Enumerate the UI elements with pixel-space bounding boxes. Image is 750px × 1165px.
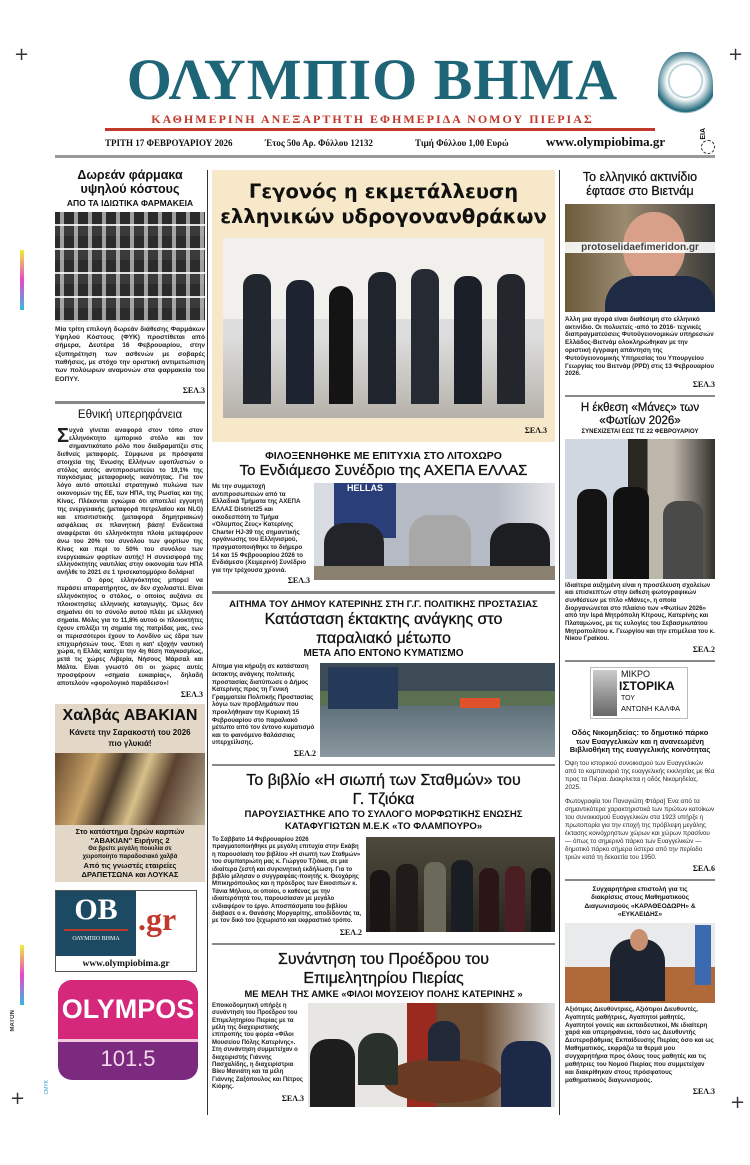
radio-frequency: 101.5	[100, 1045, 156, 1071]
right-column	[565, 170, 715, 1097]
article-ahepa[interactable]	[212, 450, 555, 586]
headline: Οδός Νικομηδείας: το δημοτικό πάρκο των Ευαγγελικών και η ανανεωμένη Βιβλιοθήκη της ευαγγελικής κοινότητας	[569, 728, 711, 755]
hellas-banner: HELLAS	[334, 483, 396, 538]
cmyk-mark: CMYK	[44, 1080, 50, 1095]
page-ref[interactable]: ΣΕΛ.2	[293, 748, 316, 758]
page-ref[interactable]: ΣΕΛ.3	[692, 380, 715, 390]
page-ref[interactable]: ΣΕΛ.3	[180, 689, 203, 699]
headline: Κατάσταση έκτακτης ανάγκης στο παραλιακό μέτωπο	[264, 611, 503, 648]
article-body: Αξιότιμες Διευθύντριες, Αξιότιμοι Διευθυντές, Αγαπητές μαθήτριες, Αγαπητοί μαθητές, Αγαπητοί γονείς και εκπαιδευτικοί, Με ιδιαίτερη χαρά και υπερηφάνεια, τόσο ως Διευθυντής Δευτεροβάθμιας Εκπαίδευσης Πιερίας όσο και ως Μαθηματικός, εκφράζω τα θερμά μου συγχαρητήρια προς όλους τους μαθητές και τις μαθήτριες του Νομού Πιερίας που συμμετείχαν και διακρίθηκαν στους πρόσφατους μαθηματικούς διαγωνισμούς.	[565, 1005, 714, 1084]
flooded-seafront-photo	[320, 663, 555, 757]
article-flood[interactable]	[212, 599, 555, 759]
issue-price: Τιμή Φύλλου 1,00 Ευρώ	[415, 138, 509, 148]
subheadline: ΠΑΡΟΥΣΙΑΣΤΗΚΕ ΑΠΟ ΤΟ ΣΥΛΛΟΓΟ ΜΟΡΦΩΤΙΚΗΣ ΕΝΩΣΗΣ ΚΑΤΑΦΥΓΙΩΤΩΝ Μ.Ε.Κ «ΤΟ ΦΛΑΜΠΟΥΡΟ»	[244, 808, 523, 832]
article-body: υχνά γίνεται αναφορά στον τόπο στον ελληνόκτητο εμπορικό στόλο και τον σημαντικότατο ρόλο που διαδραματίζει στις διεθνείς μεταφορές. Σύμφωνα με πρόσφατα στοιχεία της Ένωσης Ελλήνων εφοπλιστών ο στόλος αυτός αντιπροσωπεύει το 19,1% της παγκόσμιας μεταφορικής ικανότητας. Για τον λόγο αυτό αποτελεί στρατηγικό πυλώνα των οικονομιών της ΕΕ, των ΗΠΑ, της Ρωσίας και της Κίνας. Πλέκονται εγκώμια ότι αποτελεί εγγυητή της ενεργειακής (μεταφορά πετρελαίου και NLG) και επισιτιστικής (μεταφορά δημητριακών) ασφάλειας σε πλανητική βάση! Ενδεικτικά αναφέρεται ότι ελληνόκτητα πλοία μεταφέρουν άνω του 20% του συνόλου των φορτίων της Κίνας και περί το 50% του συνόλου των ενεργειακών φορτίων αυτής! Η συνεισφορά της ελληνόκτητης ναυτιλίας στην οικονομία των ΗΠΑ ανήλθε το 2021 σε 1 τρισεκατομμύριο δολάρια!	[57, 427, 203, 577]
subheadline: ΣΥΝΕΧΙΖΕΤΑΙ ΕΩΣ ΤΙΣ 22 ΦΕΒΡΟΥΑΡΙΟΥ	[581, 428, 699, 435]
article-body: Ιδιαίτερα αυξημένη είναι η προσέλευση σχολείων και επισκεπτών στην έκθεση φωτογραφικών συνθέσεων με τίτλο «Μάνες», η οποία διοργανώνεται στο πλαίσιο των «Φωτίων 2026» από την Ιερά Μητρόπολη Κίτρους, Κατερίνης και Πλαταμώνος, με τις ευλογίες του Σεβασμιωτάτου Μητροπολίτου κ. Γεωργίου και την επιμέλεια του κ. Νίκου Γραίκου.	[565, 581, 715, 643]
mikro-istorika-logo	[590, 667, 688, 719]
logo-letters: ΟΒ	[74, 892, 118, 926]
center-column	[212, 170, 555, 1107]
director-photo	[565, 923, 715, 1003]
article-body: Φωτογραφία του Παναγιώτη Φτάρα] Ένα από τα σημαντικότερα χαρακτηριστικά των πρώτων κατοίκων του συνοικισμού Ευαγγελικών στα 1923 υπήρξε η πρωτοπορία για την εποχή της πρόβλεψη μεγάλης έκτασης κοινόχρηστων χώρων και χώρων πρασίνου— όπως το σημερινό πάρκο των Ευαγγελικών — δημοτικό πάρκο σήμερα ύστερα από την περίοδο τριών κατά τη δεκαετία του 1950.	[565, 798, 715, 862]
divider	[105, 128, 655, 131]
article-meeting[interactable]	[212, 950, 555, 1107]
crop-mark-icon: +	[10, 1088, 26, 1109]
article-book[interactable]	[212, 771, 555, 938]
issue-date: ΤΡΙΤΗ 17 ΦΕΒΡΟΥΑΡΙΟΥ 2026	[105, 138, 233, 148]
logo-text: ΤΟΥ	[621, 695, 636, 703]
divider	[212, 764, 555, 766]
article-math-contests[interactable]	[565, 886, 715, 1097]
headline: Συνάντηση του Προέδρου του Επιμελητηρίου Πιερίας	[277, 950, 490, 987]
divider	[212, 943, 555, 945]
ahepa-conference-photo	[314, 483, 555, 580]
page-ref[interactable]: ΣΕΛ.2	[339, 927, 362, 937]
ad-line: "ΑΒΑΚΙΑΝ" Ειρήνης 2	[90, 835, 170, 845]
seal-icon	[701, 140, 715, 154]
pharmacy-shelves-photo	[55, 212, 205, 322]
column-rule	[207, 170, 208, 1115]
newspaper-subtitle: ΚΑΘΗΜΕΡΙΝΗ ΑΝΕΞΑΡΤΗΤΗ ΕΦΗΜΕΡΙΔΑ ΝΟΜΟΥ ΠΙΕΡΙΑΣ	[151, 112, 594, 126]
lead-headline: Γεγονός η εκμετάλλευση ελληνικών υδρογονανθράκων	[220, 180, 547, 228]
page-ref[interactable]: ΣΕΛ.3	[692, 1086, 715, 1096]
ad-line: ΔΡΑΠΕΤΣΩΝΑ και ΛΟΥΚΑΣ	[81, 869, 179, 879]
ancient-head-logo-icon	[658, 52, 713, 124]
page-ref[interactable]: ΣΕΛ.3	[281, 1093, 304, 1103]
divider	[55, 155, 715, 158]
article-national-pride[interactable]	[55, 409, 205, 700]
watermark: protoselidaefimeridon.gr	[565, 242, 715, 253]
eia-badge: ΕΙΑ	[700, 128, 707, 140]
officials-group-photo	[223, 238, 544, 418]
book-presentation-photo	[366, 837, 555, 932]
ad-line: Από τις γνωστές εταιρείες	[83, 860, 177, 870]
logo-text: ΜΙΚΡΟ	[621, 669, 651, 680]
crop-mark-icon: +	[730, 1092, 746, 1113]
lead-story-box[interactable]	[212, 170, 555, 442]
article-mikro-istorika[interactable]	[565, 667, 715, 874]
article-body: Μία τρίτη επιλογή δωρεάν διάθεσης Φαρμάκων Υψηλού Κόστους (ΦΥΚ) προστίθεται από σήμερα, Δευτέρα 16 Φεβρουαρίου, στην εξυπηρέτηση των ασθενών με σοβαρές παθήσεις, με στόχο την οριστική αντιμετώπιση των πολύωρων αναμονών στα φαρμακεία του ΕΟΠΥΥ.	[55, 325, 205, 383]
page-ref[interactable]: ΣΕΛ.6	[692, 864, 715, 874]
headline: Η έκθεση «Μάνες» των «Φωτίων 2026»	[580, 402, 700, 428]
logo-text: ΙΣΤΟΡΙΚΑ	[619, 679, 675, 694]
exhibition-photo	[565, 439, 715, 579]
website-link[interactable]: www.olympiobima.gr	[546, 134, 666, 149]
logo-text: ΑΝΤΩΝΗ ΚΑΛΦΑ	[621, 704, 681, 714]
article-body: Αίτημα για κήρυξη σε κατάσταση έκτακτης ανάγκης πολιτικής προστασίας διατύπωσε ο Δήμος Κατερίνης προς τη Γενική Γραμματεία Πολιτικής Προστασίας λόγω των προβλημάτων που προκλήθηκαν την Κυριακή 15 Φεβρουαρίου στο παραλιακό μέτωπο από τον έντονο κυματισμό και το φαινόμενο θαλάσσιας υπερχείλισης.	[212, 663, 315, 747]
headline: Συγχαρητήρια επιστολή για τις διακρίσεις στους Μαθηματικούς Διαγωνισμούς «ΚΑΡΑΘΕΟΔΩΡΗ» & «ΕΥΚΛΕΙΔΗΣ»	[584, 886, 696, 919]
drop-cap: Σ	[57, 425, 70, 448]
article-kiwi-vietnam[interactable]	[565, 170, 715, 390]
olympos-radio-logo[interactable]	[58, 980, 198, 1080]
left-column	[55, 168, 205, 1080]
article-body: Το Σάββατο 14 Φεβρουαρίου 2026 πραγματοποιήθηκε με μεγάλη επιτυχία στην Εκάβη η παρουσίαση του βιβλίου «Η σιωπή των Σταθμών» του συμπατριώτη μας κ. Γιώργου Τζιόκα, σε μια ιδιαίτερα ζεστή και συγκινητική εκδήλωση. Για το βιβλίο μίλησαν ο συγγραφέας-ποιητής κ. Θεοχάρης Μπικηρόπουλος και η πρόεδρος των Εικοσιπών κ. Τάνια Μήλιου, οι οποίοι, ο καθένας με την ιδιαιτερότητά του, παρουσίασαν με μεγάλο ενδιαφέρον το έργο. Αποσπάσματα του βιβλίου διάβασε ο κ. Θανάσης Μοργαρίτης, αποδίδοντάς τα, με τον δικό του ξεχωριστό και εκφραστικό τρόπο.	[212, 836, 362, 925]
issue-number: Έτος 50ο Αρ. Φύλλου 12132	[265, 138, 373, 148]
crop-mark-icon: +	[728, 44, 744, 65]
subheadline: ΜΕΤΑ ΑΠΟ ΕΝΤΟΝΟ ΚΥΜΑΤΙΣΜΟ	[303, 648, 464, 660]
logo-gr: .gr	[138, 900, 177, 937]
article-body: Με την συμμετοχή αντιπροσωπειών από τα Ελλαδικά Τμήματα της ΑΧΕΠΑ ΕΛΛΑΣ District25 και οικοδεσπότη το Τμήμα «Όλυμπος Ζευς» Κατερίνης Charter HJ-39 της σημαντικής οργάνωσης του Ελληνισμού, πραγματοποιήθηκε το διήμερο 14 και 15 Φεβρουαρίου 2026 το Ενδιάμεσο (Χειμερινό) Συνέδριο για την τρέχουσα χρονιά.	[212, 483, 307, 574]
official-portrait-photo	[565, 204, 715, 312]
halva-advertisement[interactable]	[55, 704, 205, 882]
halva-photo	[55, 753, 205, 825]
page-ref[interactable]: ΣΕΛ.2	[692, 645, 715, 655]
church-icon	[593, 670, 617, 716]
article-body: Εποικοδομητική υπήρξε η συνάντηση του Προέδρου του Επιμελητηρίου Πιερίας με τα μέλη της διαχειριστικής επιτροπής του φορέα «Φίλοι Μουσείου Πόλης Κατερίνης». Στη συνάντηση συμμετείχαν ο διαχειριστής Γιάννης Πασχαλίδης, η διαχειρίστρια Βίκυ Μανιάτη και τα μέλη Γιάννης Ζαξόπουλος και Πέτρος Κιόρης.	[212, 1002, 304, 1091]
headline: Το βιβλίο «Η σιωπή των Σταθμών» του Γ. Τζιόκα	[246, 771, 521, 808]
kicker: ΦΙΛΟΞΕΝΗΘΗΚΕ ΜΕ ΕΠΙΤΥΧΙΑ ΣΤΟ ΛΙΤΟΧΩΡΟ	[265, 450, 502, 462]
ad-line: Στο κατάστημα ξηρών καρπών	[75, 826, 185, 836]
article-manes-exhibition[interactable]	[565, 402, 715, 655]
headline: Το Ενδιάμεσο Συνέδριο της ΑΧΕΠΑ ΕΛΛΑΣ	[239, 462, 528, 479]
logo-name: ΟΛΥΜΠΙΟ ΒΗΜΑ	[72, 935, 120, 942]
article-body: Άλλη μια αγορά είναι διαθέσιμη στο ελληνικό ακτινίδιο. Οι πολυετείς -από το 2016- τεχνικές διαπραγματεύσεις Φυτοϋγειονομικών υπηρεσιών Ελλάδος-Βιετνάμ ολοκληρώθηκαν με την οριστική έγγραφη απάντηση της Φυτοϋγειονομικής Υπηρεσίας του Υπουργείου Γεωργίας του Βιετνάμ (PPD) στις 13 Φεβρουαρίου 2026.	[565, 315, 715, 378]
color-bar	[20, 250, 24, 310]
olympiobima-web-logo[interactable]	[55, 890, 197, 972]
subheadline: ΜΕ ΜΕΛΗ ΤΗΣ ΑΜΚΕ «ΦΙΛΟΙ ΜΟΥΣΕΙΟΥ ΠΟΛΗΣ ΚΑΤΕΡΙΝΗΣ »	[244, 987, 523, 999]
ad-line: Θα βρείτε μεγάλη ποικιλία σε χειροποίητο παραδοσιακό χαλβά	[82, 845, 178, 860]
divider	[565, 395, 715, 397]
divider	[55, 401, 205, 404]
headline: Το ελληνικό ακτινίδιο έφτασε στο Βιετνάμ	[582, 170, 698, 199]
ad-title: Χαλβάς ΑΒΑΚΙΑΝ	[62, 706, 198, 724]
radio-name: OLYMPOS	[58, 980, 198, 1042]
website-link[interactable]: www.olympiobima.gr	[82, 958, 170, 969]
color-bar	[20, 945, 24, 1005]
margin-code: MATON	[10, 1010, 16, 1032]
divider	[212, 591, 555, 594]
article-body: Ο όρος ελληνόκτητος μπορεί να περάσει απαρατήρητος, αν δεν σχολιαστεί. Είναι ελληνόκτητος ο στόλος, ο οποίος αυξάνει σε πλοιοκτησίες ελληνικής καταγωγής. Όμως δεν σημαίνει ότι το σύνολο αυτού πλέει με ελληνική σημαία. Μόλις για το 11,8% αυτού οι πλοιοκτήτες έχουν επιλέξει τη σημαία της πατρίδας μας, ενώ οι περισσότεροι έχουν το Λονδίνο ως έδρα των επιχειρήσεών τους. Έτσι η κατ' εξοχήν ναυτική χώρα, η Ελλάς κατέχει την 4η θέση παγκοσμίως, μετά τις χώρες Λιβερία, Νήσους Μάρσαλ και Μάλτα. Είναι γνωστό ότι οι χώρες αυτές προσφέρουν «σημαία ευκαιρίας», δηλαδή αποτελούν «φορολογικό παράδεισο»!	[57, 577, 203, 688]
headline: Εθνική υπερηφάνεια	[77, 408, 183, 421]
headline: Δωρεάν φάρμακα υψηλού κόστους	[77, 168, 183, 197]
divider	[565, 879, 715, 881]
ad-line: Κάνετε την Σαρακοστή του 2026 πιο γλυκιά!	[69, 727, 191, 748]
crop-mark-icon: +	[14, 44, 30, 65]
page-ref[interactable]: ΣΕΛ.3	[182, 385, 205, 395]
chamber-meeting-photo	[308, 1003, 555, 1107]
page-ref[interactable]: ΣΕΛ.3	[524, 426, 547, 435]
column-rule	[559, 170, 560, 1115]
article-body: Όψη του ιστορικού συνοικισμού των Ευαγγελικών από το καμπαναριό της ευαγγελικής εκκλησίας με θέα προς τα Πιέρια. Διακρίνεται η οδός Νικομηδείας. 2025.	[565, 760, 715, 792]
kicker: ΑΠΟ ΤΑ ΙΔΙΩΤΙΚΑ ΦΑΡΜΑΚΕΙΑ	[66, 197, 194, 208]
article-pharmacy[interactable]	[55, 168, 205, 396]
divider	[565, 660, 715, 662]
page-ref[interactable]: ΣΕΛ.3	[287, 576, 310, 586]
kicker: ΑΙΤΗΜΑ ΤΟΥ ΔΗΜΟΥ ΚΑΤΕΡΙΝΗΣ ΣΤΗ Γ.Γ. ΠΟΛΙΤΙΚΗΣ ΠΡΟΣΤΑΣΙΑΣ	[229, 599, 538, 611]
newspaper-title: ΟΛΥΜΠΙΟ ΒΗΜΑ	[126, 47, 619, 112]
